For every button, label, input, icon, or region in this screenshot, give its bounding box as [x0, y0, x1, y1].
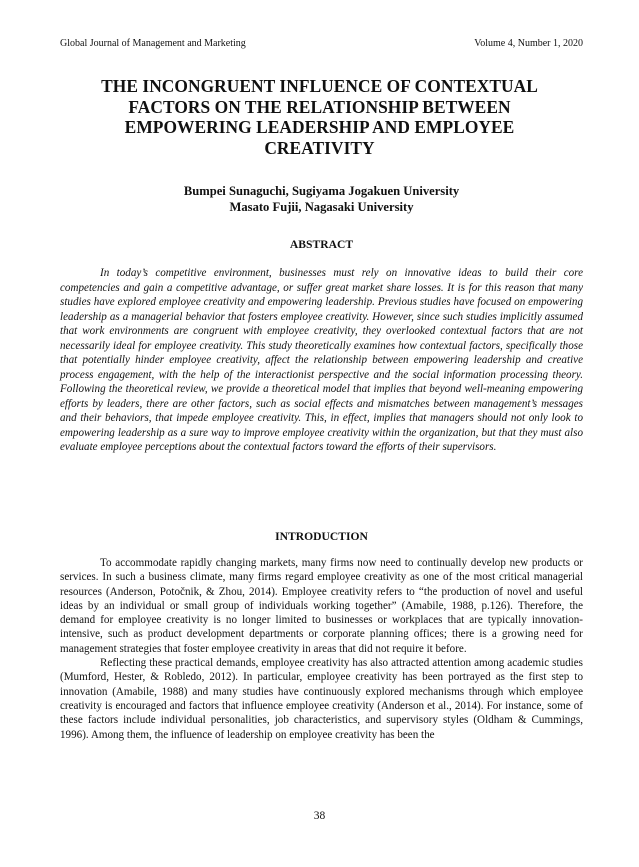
journal-name: Global Journal of Management and Marketing — [60, 38, 246, 49]
author-line: Masato Fujii, Nagasaki University — [229, 200, 414, 214]
paragraph: To accommodate rapidly changing markets, many firms now need to continually develop new products or services. In such a business climate, many firms regard employee creativity as one of the most critical managerial resources (Anderson, Potočnik, & Zhou, 2014). Employee creativity refers to “the production of novel and useful ideas by an individual or small group of individuals working together” (Amabile, 1988, p.126). Therefore, the demand for employee creativity is no longer limited to businesses or workplaces that are typically innovation-intensive, such as product development departments or corporate planning offices; there is a growing need for management strategies that foster employee creativity in areas that did not require it before. — [60, 557, 583, 655]
page-number: 38 — [313, 810, 326, 822]
volume-info: Volume 4, Number 1, 2020 — [474, 38, 583, 49]
running-header — [60, 38, 583, 50]
author-block — [60, 183, 583, 215]
paper-title — [50, 76, 589, 158]
abstract-text: In today’s competitive environment, businesses must rely on innovative ideas to build their core competencies and gain a competitive advantage, or suffer great market share losses. It is for this reason that many studies have explored employee creativity and empowering leadership. Previous studies have focused on empowering leadership as a managerial behavior that fosters employee creativity. However, since such studies implicitly assumed that work environments are congruent with employee creativity, they overlooked contextual factors that are not necessarily ideal for employee creativity. This study theoretically examines how contextual factors, specifically those that potentially hinder employee creativity, affect the relationship between empowering leadership and creative process engagement, with the help of the interactionist perspective and the social information processing theory. Following the theoretical review, we provide a theoretical model that implies that beyond well-meaning empowering efforts by leaders, there are other factors, such as social effects and mismatches between management’s messages and their behaviors, that impede employee creativity. This, in effect, implies that managers should not only look to empowering leadership as a sure way to improve employee creativity within the organization, but that they must also evaluate employee perceptions about the contextual factors toward the efforts of their supervisors. — [60, 267, 583, 453]
title-line: THE INCONGRUENT INFLUENCE OF CONTEXTUAL — [101, 76, 538, 96]
paragraph: Reflecting these practical demands, employee creativity has also attracted attention among academic studies (Mumford, Hester, & Robledo, 2012). In particular, employee creativity has been portrayed as the first step to innovation (Amabile, 1988) and many studies have continuously explored mechanisms through which employee creativity is encouraged and factors that influence employee creativity (Anderson et al., 2014). For instance, some of these factors include individual personalities, job characteristics, and supervisory styles (Oldham & Cummings, 1996). Among them, the influence of leadership on employee creativity has been the — [60, 657, 583, 741]
introduction-heading: INTRODUCTION — [275, 530, 368, 543]
title-line: FACTORS ON THE RELATIONSHIP BETWEEN — [128, 96, 511, 117]
author-line: Bumpei Sunaguchi, Sugiyama Jogakuen University — [183, 184, 460, 198]
title-line: EMPOWERING LEADERSHIP AND EMPLOYEE — [124, 117, 515, 137]
abstract-heading: ABSTRACT — [289, 238, 354, 251]
introduction-body — [60, 556, 583, 742]
title-line: CREATIVITY — [264, 137, 375, 158]
